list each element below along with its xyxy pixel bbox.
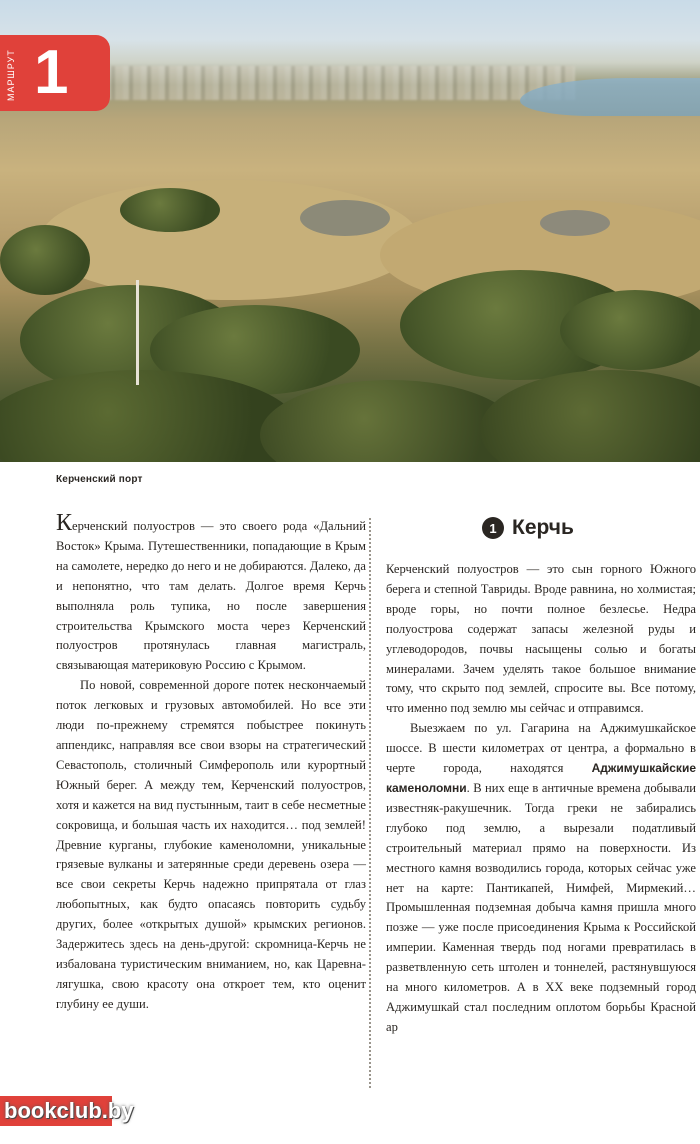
paragraph xyxy=(386,719,696,1038)
tree xyxy=(540,210,610,236)
route-number: 1 xyxy=(34,38,69,107)
tree xyxy=(120,188,220,232)
route-badge xyxy=(0,35,110,111)
paragraph: По новой, современной дороге потек нескончаемый поток легковых и грузовых автомобилей. Но все эти люди по-прежнему стремятся побыстрее покинуть аппендикс, направляя все свои взоры на стратегический Севастополь, столичный Симферополь или курортный Южный берег. А между тем, Керченский полуостров, хотя и кажется на вид пустынным, таит в себе несметные сокровища, и большая часть их находится… под землей! Древние курганы, глубокие каменоломни, уникальные грязевые вулканы и затерянные среди деревень озера — все свои секреты Керчь надежно припрятала от глаз любопытных, как будто опасаясь повторить судьбу других, более «открытых душой» крымских регионов. Задержитесь здесь на день-другой: скромница-Керчь не избалована туристическим вниманием, но, как Царевна-лягушка, свою красоту она откроет тем, кто оценит глубину ее души. xyxy=(56,678,366,1011)
drop-cap: К xyxy=(56,510,73,536)
tree xyxy=(480,370,700,462)
photo-caption: Керченский порт xyxy=(56,474,143,485)
section-number: 1 xyxy=(482,517,504,539)
distant-town xyxy=(105,66,575,100)
paragraph: Керченский полуостров — это сын горного Южного берега и степной Тавриды. Вроде равнина, но холмистая; вроде горы, но почти полное безлесье. Недра полуострова содержат запасы железной руды и углеводородов, почвы насыщены солью и богаты минералами. Зачем уделять такое большое внимание тому, что скрыто под землей, спросите вы. Все потому, что именно под землю мы сейчас и отправимся. xyxy=(386,562,696,716)
watermark: bookclub.by xyxy=(4,1098,134,1123)
route-label: МАРШРУТ xyxy=(6,49,16,101)
tree xyxy=(0,225,90,295)
left-column xyxy=(56,510,366,1015)
highlight-place: Аджимушкайские каменоломни xyxy=(386,761,696,795)
section-heading xyxy=(482,516,574,540)
right-column xyxy=(386,560,696,1038)
section-title: Керчь xyxy=(512,516,574,539)
tree xyxy=(300,200,390,236)
utility-pole xyxy=(136,280,139,385)
tree xyxy=(560,290,700,370)
hill xyxy=(40,180,420,300)
paragraph-text: Выезжаем по ул. Гагарина на Аджимушкайское шоссе. В шести километрах от центра, а формально в черте города, находятся xyxy=(386,721,696,776)
paragraph-text: ерченский полуостров — это своего рода «Дальний Восток» Крыма. Путешественники, попадающие в Крым на самолете, нередко до него и не добираются. Далеко, да и непонятно, что там делать. Долгое время Керчь выполняла роль тупика, но после завершения строительства Крымского моста через Керченский полуостров протянулась главная магистраль, связывающая материковую Россию с Крымом. xyxy=(56,519,366,673)
paragraph-text: . В них еще в античные времена добывали известняк-ракушечник. Тогда греки не забирались глубоко под землю, а вырезали податливый строительный материал прямо на поверхности. Из местного камня возводились города, которых сейчас уже нет на карте: Пантикапей, Нимфей, Мирмекий… Промышленная подземная добыча камня пришла много позже — уже после присоединения Крыма к Российской империи. Каменная твердь под ногами превратилась в разветвленную сеть штолен и тоннелей, растянувшуюся на много километров. А в XX веке подземный город Аджимушкай стал последним оплотом борьбы Красной ар xyxy=(386,780,696,1034)
column-divider xyxy=(369,518,371,1088)
paragraph xyxy=(56,510,366,676)
